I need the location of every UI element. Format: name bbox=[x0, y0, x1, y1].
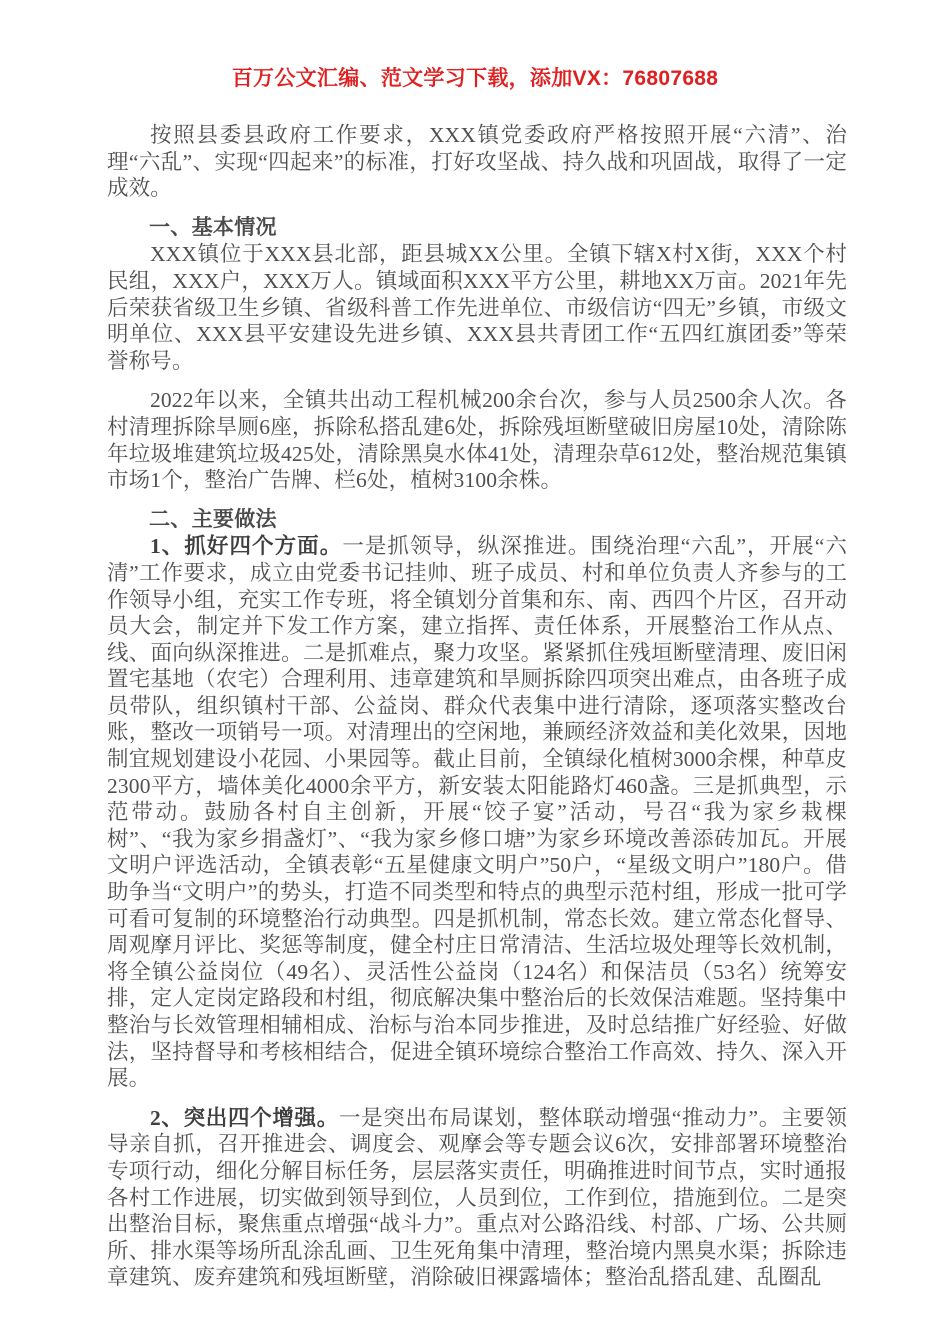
document-body bbox=[107, 122, 847, 1291]
section-heading-basic-situation: 一、基本情况 bbox=[149, 215, 277, 239]
watermark-text: 百万公文汇编、范文学习下载，添加VX：76807688 bbox=[231, 67, 719, 90]
watermark-banner bbox=[0, 62, 950, 92]
paragraph-basic-1: XXX镇位于XXX县北部，距县城XX公里。全镇下辖X村X街，XXX个村民组，XXX户，XXX万人。镇域面积XXX平方公里，耕地XX万亩。2021年先后荣获省级卫生乡镇、省级科普工作先进单位、市级信访“四无”乡镇，市级文明单位、XXX县平安建设先进乡镇、XXX县共青团工作“五四红旗团委”等荣誉称号。 bbox=[107, 242, 847, 373]
section-heading-main-practices: 二、主要做法 bbox=[149, 507, 277, 531]
paragraph-basic-2: 2022年以来，全镇共出动工程机械200余台次，参与人员2500余人次。各村清理拆除旱厕6座，拆除私搭乱建6处，拆除残垣断壁破旧房屋10处，清除陈年垃圾堆建筑垃圾425处，清除黑臭水体41处，清理杂草612处，整治规范集镇市场1个，整治广告牌、栏6处，植树3100余株。 bbox=[107, 388, 847, 493]
paragraph-intro: 按照县委县政府工作要求，XXX镇党委政府严格按照开展“六清”、治理“六乱”、实现“四起来”的标准，打好攻坚战、持久战和巩固战，取得了一定成效。 bbox=[107, 123, 847, 201]
paragraph-method-1 bbox=[107, 533, 847, 1091]
paragraph-method-2 bbox=[107, 1105, 847, 1291]
paragraph-method-2-lead: 2、突出四个增强。 bbox=[150, 1105, 339, 1130]
paragraph-method-2-text: 一是突出布局谋划，整体联动增强“推动力”。主要领导亲自抓，召开推进会、调度会、观摩会等专题会议6次，安排部署环境整治专项行动，细化分解目标任务，层层落实责任，明确推进时间节点，实时通报各村工作进展，切实做到领导到位，人员到位，工作到位，措施到位。二是突出整治目标，聚焦重点增强“战斗力”。重点对公路沿线、村部、广场、公共厕所、排水渠等场所乱涂乱画、卫生死角集中清理，整治境内黑臭水渠；拆除违章建筑、废弃建筑和残垣断壁，消除破旧裸露墙体；整治乱搭乱建、乱圈乱 bbox=[107, 1105, 847, 1290]
paragraph-method-1-text: 一是抓领导，纵深推进。围绕治理“六乱”，开展“六清”工作要求，成立由党委书记挂帅、班子成员、村和单位负责人齐参与的工作领导小组，充实工作专班，将全镇划分首集和东、南、西四个片区，召开动员大会，制定并下发工作方案，建立指挥、责任体系，开展整治工作从点、线、面向纵深推进。二是抓难点，聚力攻坚。紧紧抓住残垣断壁清理、废旧闲置宅基地（农宅）合理利用、违章建筑和旱厕拆除四项突出难点，由各班子成员带队，组织镇村干部、公益岗、群众代表集中进行清除，逐项落实整改台账，整改一项销号一项。对清理出的空闲地，兼顾经济效益和美化效果，因地制宜规划建设小花园、小果园等。截止目前，全镇绿化植树3000余棵，种草皮2300平方，墙体美化4000余平方，新安装太阳能路灯460盏。三是抓典型，示范带动。鼓励各村自主创新，开展“饺子宴”活动，号召“我为家乡栽棵树”、“我为家乡捐盏灯”、“我为家乡修口塘”为家乡环境改善添砖加瓦。开展文明户评选活动，全镇表彰“五星健康文明户”50户，“星级文明户”180户。借助争当“文明户”的势头，打造不同类型和特点的典型示范村组，形成一批可学可看可复制的环境整治行动典型。四是抓机制，常态长效。建立常态化督导、周观摩月评比、奖惩等制度，健全村庄日常清洁、生活垃圾处理等长效机制，将全镇公益岗位（49名）、灵活性公益岗（124名）和保洁员（53名）统筹安排，定人定岗定路段和村组，彻底解决集中整治后的长效保洁难题。坚持集中整治与长效管理相辅相成、治标与治本同步推进，及时总结推广好经验、好做法，坚持督导和考核相结合，促进全镇环境综合整治工作高效、持久、深入开展。 bbox=[107, 534, 847, 1091]
paragraph-method-1-lead: 1、抓好四个方面。 bbox=[150, 534, 343, 559]
